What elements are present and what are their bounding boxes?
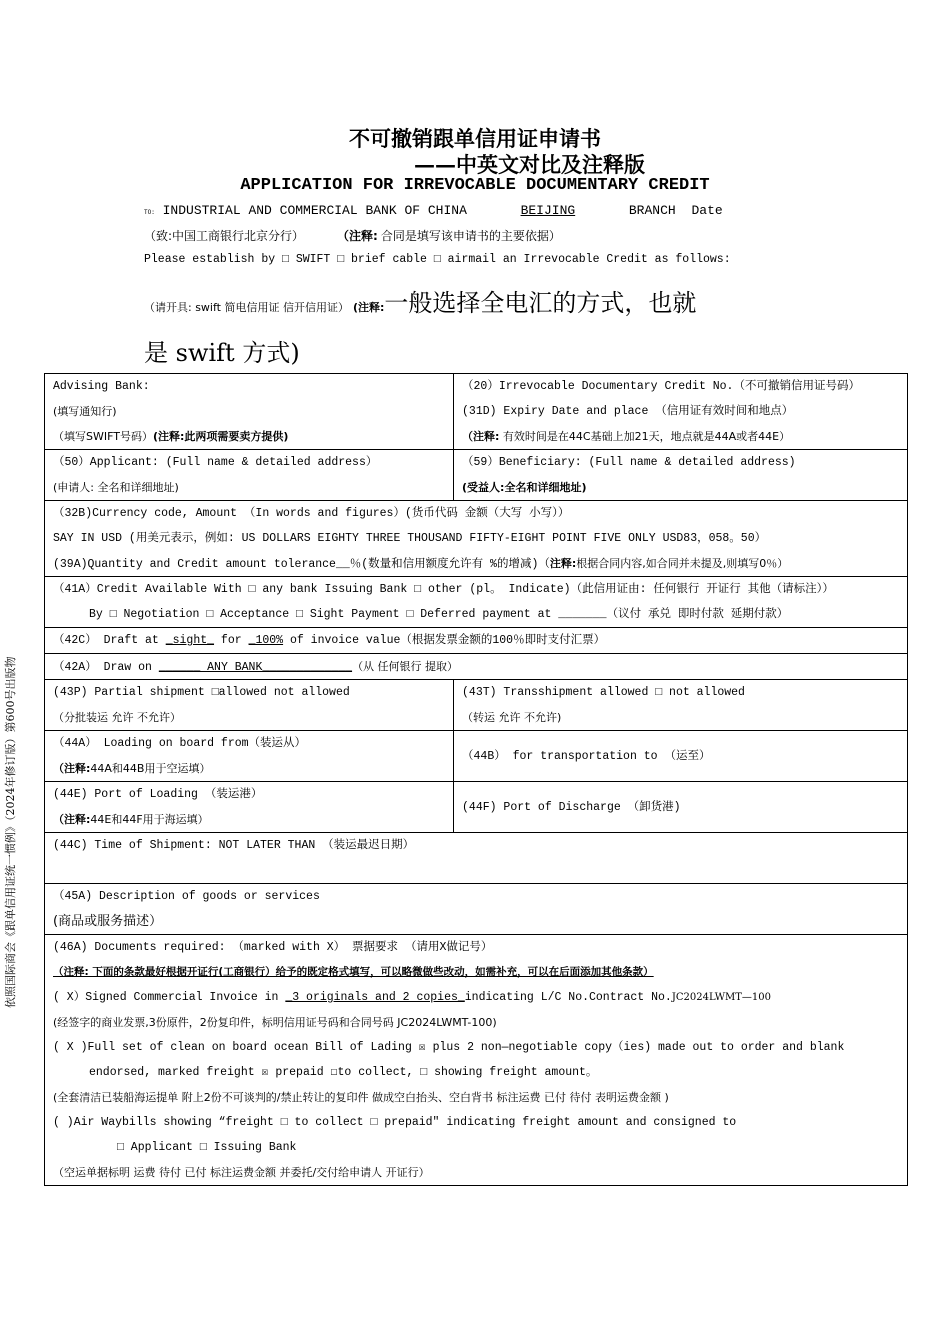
tolerance-label: (39A)Quantity and Credit amount tolerance__％(数量和信用额度允许有 %的增减)（ bbox=[53, 558, 550, 571]
row-drawon bbox=[45, 654, 908, 680]
row-advising bbox=[45, 374, 908, 450]
applicant-cell[interactable] bbox=[45, 450, 454, 501]
establish-cn: （请开具: swift 简电信用证 信开信用证） bbox=[144, 301, 349, 314]
payment-by-line: By □ Negotiation □ Acceptance □ Sight Payment □ Deferred payment at _______（议付 承兑 即时付款 延期付款） bbox=[89, 608, 789, 621]
documents-note: （注释: 下面的条款最好根据开证行(工商银行）给予的既定格式填写，可以略微做些改动，如需补充，可以在后面添加其他条款） bbox=[53, 966, 654, 978]
transport-to-label: （44B） for transportation to （运至） bbox=[462, 749, 711, 763]
page-title: 不可撤销跟单信用证申请书 bbox=[349, 126, 601, 151]
applicant-cn: (申请人: 全名和详细地址) bbox=[53, 481, 179, 494]
row-documents bbox=[45, 935, 908, 1186]
goods-cell[interactable] bbox=[45, 884, 908, 935]
draft-sight: _sight_ bbox=[165, 634, 215, 647]
branch-city: BEIJING bbox=[520, 203, 576, 218]
sidebar-text: 依照国际商会《跟单信用证统一惯例》（2024年修订版）第600号出版物 bbox=[4, 656, 17, 1008]
draw-on-cell[interactable] bbox=[45, 654, 908, 680]
tolerance-note: 根据合同内容,如合同并未提及,则填写0％） bbox=[576, 557, 789, 570]
beneficiary-label: （59）Beneficiary: (Full name & detailed address) bbox=[462, 456, 796, 469]
lc-number-label: （20）Irrevocable Documentary Credit No.（不可撤销信用证号码） bbox=[462, 380, 860, 393]
loading-label: （44A） Loading on board from（装运从） bbox=[53, 737, 307, 750]
air-waybill-line2: □ Applicant □ Issuing Bank bbox=[117, 1141, 297, 1154]
port-loading-note: 44E和44F用于海运填） bbox=[90, 813, 209, 826]
advising-swift: （填写SWIFT号码） bbox=[53, 430, 153, 443]
page-subtitle: ——中英文对比及注释版 bbox=[414, 152, 645, 177]
port-discharge-cell[interactable] bbox=[454, 782, 908, 833]
currency-label: （32B)Currency code, Amount （In words and figures）(货币代码 金额（大写 小写）） bbox=[53, 507, 570, 520]
row-available bbox=[45, 577, 908, 628]
applicant-label: （50）Applicant: (Full name & detailed address） bbox=[53, 456, 378, 469]
port-discharge-label: (44F) Port of Discharge （卸货港) bbox=[462, 800, 681, 814]
partial-shipment-label: (43P) Partial shipment □allowed not allowed bbox=[53, 686, 350, 699]
loading-note: 44A和44B用于空运填） bbox=[90, 762, 211, 775]
tolerance-note-label: 注释: bbox=[549, 557, 577, 570]
expiry-label: (31D) Expiry Date and place （信用证有效时间和地点） bbox=[462, 405, 794, 418]
goods-cn: (商品或服务描述） bbox=[53, 914, 163, 929]
to-cn-line bbox=[144, 227, 561, 244]
establish-note-label: (注释: bbox=[352, 301, 385, 314]
advising-bank-cell[interactable] bbox=[45, 374, 454, 450]
available-with-label: （41A）Credit Available With □ any bank Issuing Bank □ other (pl。 Indicate)（此信用证由: 任何银行 开证行 其他（请标注）） bbox=[53, 583, 834, 596]
advising-bank-label: Advising Bank: bbox=[53, 380, 150, 393]
sidebar-vertical-text bbox=[2, 656, 22, 1028]
transport-to-cell[interactable] bbox=[454, 731, 908, 782]
air-waybill-cn: （空运单据标明 运费 待付 已付 标注运费金额 并委托/交付给申请人 开证行） bbox=[53, 1166, 430, 1179]
draft-for: for bbox=[214, 634, 249, 647]
transshipment-cell[interactable] bbox=[454, 680, 908, 731]
air-waybill-line1: ( )Air Waybills showing “freight □ to collect □ prepaid" indicating freight amount and consigned to bbox=[53, 1116, 737, 1129]
invoice-copies: _3 originals and 2 copies_ bbox=[285, 991, 465, 1004]
expiry-note: 有效时间是在44C基础上加21天，地点就是44A或者44E） bbox=[502, 430, 791, 443]
draft-prefix: （42C） Draft at bbox=[53, 634, 166, 647]
advising-note: (注释:此两项需要卖方提供) bbox=[152, 430, 289, 443]
date-label: Date bbox=[691, 203, 723, 218]
row-draft bbox=[45, 628, 908, 654]
establish-note-big2: 是 swift 方式) bbox=[144, 339, 300, 367]
available-cell[interactable] bbox=[45, 577, 908, 628]
row-currency bbox=[45, 501, 908, 577]
draft-cell[interactable] bbox=[45, 628, 908, 654]
to-label: TO: bbox=[144, 209, 155, 216]
currency-cell[interactable] bbox=[45, 501, 908, 577]
invoice-prefix: ( X）Signed Commercial Invoice in bbox=[53, 991, 286, 1004]
port-loading-cell[interactable] bbox=[45, 782, 454, 833]
draft-suffix: of invoice value（根据发票金额的100％即时支付汇票） bbox=[283, 634, 606, 647]
to-line bbox=[144, 203, 723, 218]
lc-number-cell[interactable] bbox=[454, 374, 908, 450]
beneficiary-cell[interactable] bbox=[454, 450, 908, 501]
transshipment-cn: （转运 允许 不允许) bbox=[462, 711, 562, 724]
bill-of-lading-line1: ( X )Full set of clean on board ocean Bill of Lading ☒ plus 2 non—negotiable copy（ies) made out to order and blank bbox=[53, 1041, 845, 1054]
loading-note-label: （注释: bbox=[53, 762, 91, 775]
row-parties bbox=[45, 450, 908, 501]
note-text: 合同是填写该申请书的主要依据） bbox=[380, 229, 561, 243]
port-loading-note-label: （注释: bbox=[53, 813, 91, 826]
port-loading-label: (44E) Port of Loading （装运港） bbox=[53, 788, 263, 801]
to-cn: （致:中国工商银行北京分行） bbox=[144, 229, 305, 243]
goods-label: （45A) Description of goods or services bbox=[53, 890, 320, 903]
bill-of-lading-line2: endorsed, marked freight ☒ prepaid ☐to collect, □ showing freight amount。 bbox=[89, 1066, 598, 1079]
bill-of-lading-cn: (全套清洁已装船海运提单 附上2份不可谈判的/禁止转让的复印件 做成空白抬头、空白背书 标注运费 已付 待付 表明运费金额 ) bbox=[53, 1091, 669, 1104]
establish-line: Please establish by □ SWIFT □ brief cable □ airmail an Irrevocable Credit as follows: bbox=[144, 253, 731, 266]
row-ports bbox=[45, 782, 908, 833]
row-shipment-options bbox=[45, 680, 908, 731]
documents-label: (46A) Documents required: （marked with X） 票据要求 （请用X做记号） bbox=[53, 941, 493, 954]
draw-on-prefix: （42A） Draw on bbox=[53, 661, 159, 674]
branch-label: BRANCH bbox=[628, 203, 676, 218]
currency-say: SAY IN USD (用美元表示，例如: US DOLLARS EIGHTY THREE THOUSAND FIFTY-EIGHT POINT FIVE ONLY USD83，058。50） bbox=[53, 532, 767, 545]
draft-percent: _100% bbox=[248, 634, 284, 647]
row-shipment-time bbox=[45, 833, 908, 884]
transshipment-label: (43T) Transshipment allowed □ not allowed bbox=[462, 686, 745, 699]
invoice-contract: JC2024LWMT—100 bbox=[671, 992, 771, 1003]
invoice-cn: (经签字的商业发票,3份原件，2份复印件，标明信用证号码和合同号码 JC2024LWMT-100) bbox=[53, 1016, 497, 1029]
shipment-time-label: (44C) Time of Shipment: NOT LATER THAN （装运最迟日期） bbox=[53, 839, 415, 852]
beneficiary-cn: (受益人:全名和详细地址) bbox=[462, 481, 587, 494]
shipment-time-cell[interactable] bbox=[45, 833, 908, 884]
english-title: APPLICATION FOR IRREVOCABLE DOCUMENTARY CREDIT bbox=[240, 176, 710, 195]
advising-bank-cn: (填写通知行) bbox=[53, 405, 117, 418]
application-form-table bbox=[44, 373, 908, 1186]
partial-shipment-cn: （分批装运 允许 不允许） bbox=[53, 711, 181, 724]
expiry-note-label: （注释: bbox=[462, 430, 500, 443]
establish-cn-line bbox=[144, 283, 696, 318]
row-goods bbox=[45, 884, 908, 935]
draw-on-bank: ______ ANY BANK_____________ bbox=[158, 661, 353, 674]
invoice-suffix: indicating L/C No.Contract No. bbox=[464, 991, 672, 1004]
draw-on-suffix: （从 任何银行 提取） bbox=[352, 660, 459, 673]
establish-note-big1: 一般选择全电汇的方式，也就 bbox=[384, 289, 697, 317]
documents-cell[interactable] bbox=[45, 935, 908, 1186]
row-loading bbox=[45, 731, 908, 782]
note-label: （注释: bbox=[337, 229, 378, 243]
partial-shipment-cell[interactable] bbox=[45, 680, 454, 731]
loading-cell[interactable] bbox=[45, 731, 454, 782]
to-bank: INDUSTRIAL AND COMMERCIAL BANK OF CHINA bbox=[162, 203, 467, 218]
